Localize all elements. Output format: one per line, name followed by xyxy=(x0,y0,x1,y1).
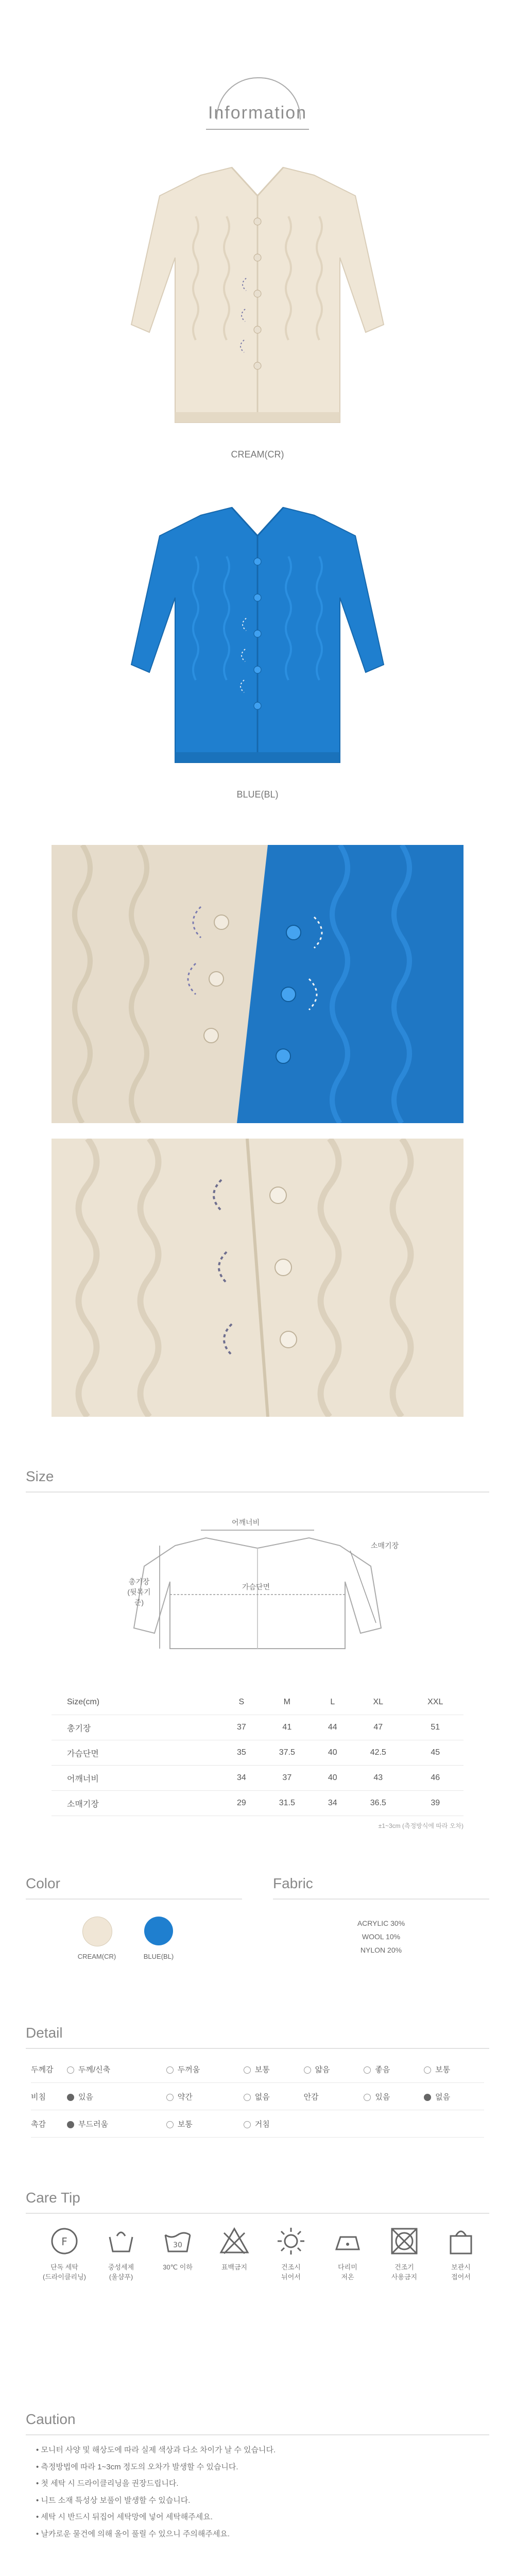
care-item xyxy=(41,2226,88,2281)
radio-icon xyxy=(166,2094,174,2101)
size-label-chest: 가슴단면 xyxy=(242,1583,270,1591)
care-text: 보관시 접어서 xyxy=(451,2263,471,2281)
cream-cardigan-image xyxy=(124,155,391,443)
fabric-item: NYLON 20% xyxy=(360,1946,402,1954)
table-cell: 37.5 xyxy=(258,1740,316,1766)
care-item xyxy=(268,2226,314,2281)
table-cell: 34 xyxy=(316,1791,349,1816)
color-rule xyxy=(26,1899,242,1900)
table-cell: 31.5 xyxy=(258,1791,316,1816)
radio-icon xyxy=(67,2121,74,2128)
color-title: Color xyxy=(26,1875,60,1891)
radio-icon xyxy=(304,2066,311,2074)
svg-text:F: F xyxy=(61,2235,67,2248)
table-cell: 소매기장 xyxy=(52,1791,225,1816)
radio-icon xyxy=(364,2066,371,2074)
no-tumble-icon xyxy=(389,2226,420,2257)
table-cell: 42.5 xyxy=(349,1740,407,1766)
table-cell: 36.5 xyxy=(349,1791,407,1816)
hand-wash-icon xyxy=(106,2226,136,2257)
care-text: 다리미 저온 xyxy=(338,2263,357,2281)
detail-option[interactable] xyxy=(67,2110,166,2138)
care-item xyxy=(324,2226,371,2281)
swatch-blue[interactable] xyxy=(144,1917,173,1945)
detail-option[interactable] xyxy=(304,2056,364,2083)
care-rule xyxy=(26,2213,489,2214)
size-header-cell: S xyxy=(225,1690,258,1715)
detail-rule xyxy=(26,2048,489,2049)
iron-icon xyxy=(332,2226,363,2257)
caution-line: • 첫 세탁 시 드라이클리닝을 권장드립니다. xyxy=(36,2479,179,2488)
size-header-cell: Size(cm) xyxy=(52,1690,225,1715)
detail-option xyxy=(364,2110,424,2138)
sun-dry-icon xyxy=(276,2226,306,2257)
size-table xyxy=(52,1690,464,1816)
table-row xyxy=(31,2056,484,2083)
detail-row-label: 비침 xyxy=(31,2083,67,2110)
caution-line: • 날카로운 물건에 의해 올이 풀릴 수 있으니 주의해주세요. xyxy=(36,2529,230,2538)
care-title: Care Tip xyxy=(26,2190,80,2206)
information-underline xyxy=(206,129,309,130)
care-text: 건조기 사용금지 xyxy=(391,2263,418,2281)
table-row xyxy=(31,2083,484,2110)
table-cell: 47 xyxy=(349,1715,407,1740)
detail-option xyxy=(304,2110,364,2138)
radio-icon xyxy=(67,2066,74,2074)
care-item xyxy=(381,2226,427,2281)
bag-icon xyxy=(445,2226,476,2257)
table-cell: 34 xyxy=(225,1766,258,1791)
detail-option-text: 부드러움 xyxy=(78,2120,108,2129)
table-row xyxy=(52,1791,464,1816)
size-note: ±1~3cm (측정방식에 따라 오차) xyxy=(378,1822,464,1829)
size-label-sleeve: 소매기장 xyxy=(371,1541,399,1550)
fabric-item: WOOL 10% xyxy=(362,1933,401,1941)
size-label-shoulder: 어깨너비 xyxy=(232,1518,260,1527)
size-table-header xyxy=(52,1690,464,1715)
detail-option-text: 얇음 xyxy=(315,2065,330,2074)
caution-list xyxy=(36,2445,479,2545)
detail-option[interactable] xyxy=(304,2083,364,2110)
table-row xyxy=(52,1740,464,1766)
fabric-item: ACRYLIC 30% xyxy=(357,1919,405,1927)
detail-option[interactable] xyxy=(364,2083,424,2110)
detail-option-text: 보통 xyxy=(435,2065,451,2074)
detail-option-text: 거침 xyxy=(254,2120,270,2129)
table-cell: 46 xyxy=(407,1766,464,1791)
size-title: Size xyxy=(26,1468,54,1484)
size-header-cell: M xyxy=(258,1690,316,1715)
radio-icon xyxy=(166,2121,174,2128)
detail-option-text: 두꺼움 xyxy=(177,2065,200,2074)
blue-caption: BLUE(BL) xyxy=(236,789,279,800)
table-row xyxy=(52,1766,464,1791)
table-cell: 40 xyxy=(316,1766,349,1791)
radio-icon xyxy=(424,2094,431,2101)
detail-option-text: 없음 xyxy=(435,2092,451,2102)
table-cell: 37 xyxy=(258,1766,316,1791)
size-rule xyxy=(26,1492,489,1493)
table-cell: 총기장 xyxy=(52,1715,225,1740)
detail-option-text: 있음 xyxy=(375,2092,390,2102)
table-cell: 29 xyxy=(225,1791,258,1816)
size-header-cell: XL xyxy=(349,1690,407,1715)
fabric-list xyxy=(273,1917,489,1957)
table-cell: 35 xyxy=(225,1740,258,1766)
detail-option[interactable] xyxy=(67,2056,166,2083)
care-text: 표백금지 xyxy=(221,2263,248,2271)
table-cell: 51 xyxy=(407,1715,464,1740)
detail-option[interactable] xyxy=(67,2083,166,2110)
detail-option-text: 좋음 xyxy=(375,2065,390,2074)
table-cell: 39 xyxy=(407,1791,464,1816)
size-header-cell: XXL xyxy=(407,1690,464,1715)
detail-option-text: 없음 xyxy=(254,2092,270,2102)
table-cell: 40 xyxy=(316,1740,349,1766)
detail-row-label: 촉감 xyxy=(31,2110,67,2138)
table-cell: 45 xyxy=(407,1740,464,1766)
detail-option[interactable] xyxy=(424,2083,484,2110)
detail-option[interactable] xyxy=(244,2110,304,2138)
care-item xyxy=(98,2226,144,2281)
detail-option[interactable] xyxy=(424,2056,484,2083)
size-label-length: 총기장 (뒷목기준) xyxy=(127,1578,151,1606)
radio-icon xyxy=(67,2094,74,2101)
detail-option-text: 보통 xyxy=(254,2065,270,2074)
table-cell: 43 xyxy=(349,1766,407,1791)
table-row xyxy=(52,1715,464,1740)
caution-line: • 니트 소재 특성상 보풀이 발생할 수 있습니다. xyxy=(36,2496,191,2505)
fabric-rule xyxy=(273,1899,489,1900)
care-item xyxy=(154,2226,201,2272)
swatch-blue-label: BLUE(BL) xyxy=(143,1953,174,1960)
care-item xyxy=(211,2226,258,2272)
detail-title: Detail xyxy=(26,2025,63,2041)
care-item xyxy=(438,2226,484,2281)
closeup-photo-2 xyxy=(52,1139,464,1417)
radio-icon xyxy=(244,2066,251,2074)
detail-option[interactable] xyxy=(166,2056,244,2083)
dry-clean-icon xyxy=(49,2226,80,2257)
detail-row-label: 두께감 xyxy=(31,2056,67,2083)
detail-option-text: 두께/신축 xyxy=(78,2065,111,2074)
radio-icon xyxy=(424,2066,431,2074)
table-cell: 41 xyxy=(258,1715,316,1740)
swatch-cream[interactable] xyxy=(82,1917,112,1946)
caution-line: • 세탁 시 반드시 뒤집어 세탁망에 넣어 세탁해주세요. xyxy=(36,2513,213,2521)
table-cell: 어깨너비 xyxy=(52,1766,225,1791)
caution-line: • 측정방법에 따라 1~3cm 정도의 오차가 발생할 수 있습니다. xyxy=(36,2462,238,2471)
care-text: 30℃ 이하 xyxy=(163,2263,193,2271)
care-text: 단독 세탁 (드라이클리닝) xyxy=(42,2263,86,2281)
care-text: 중성세제 (울샴푸) xyxy=(108,2263,134,2281)
radio-icon xyxy=(244,2094,251,2101)
closeup-photo-1 xyxy=(52,845,464,1123)
care-text: 건조시 뉘어서 xyxy=(281,2263,301,2281)
detail-option-text: 보통 xyxy=(177,2120,193,2129)
radio-icon xyxy=(364,2094,371,2101)
svg-text:30: 30 xyxy=(173,2241,182,2249)
fabric-title: Fabric xyxy=(273,1875,313,1891)
detail-option-text: 약간 xyxy=(177,2092,193,2102)
caution-title: Caution xyxy=(26,2411,76,2427)
information-title: Information xyxy=(208,103,307,123)
cream-caption: CREAM(CR) xyxy=(231,449,284,460)
wash-30-icon xyxy=(162,2226,193,2257)
radio-icon xyxy=(244,2121,251,2128)
size-header-cell: L xyxy=(316,1690,349,1715)
detail-option xyxy=(424,2110,484,2138)
detail-option[interactable] xyxy=(244,2083,304,2110)
table-row xyxy=(31,2110,484,2138)
detail-option[interactable] xyxy=(244,2056,304,2083)
blue-cardigan-image xyxy=(124,495,391,783)
table-cell: 37 xyxy=(225,1715,258,1740)
table-cell: 44 xyxy=(316,1715,349,1740)
caution-line: • 모니터 사양 및 해상도에 따라 실제 색상과 다소 차이가 날 수 있습니다. xyxy=(36,2446,276,2454)
detail-option[interactable] xyxy=(166,2110,244,2138)
detail-option[interactable] xyxy=(364,2056,424,2083)
detail-option[interactable] xyxy=(166,2083,244,2110)
caution-rule xyxy=(26,2434,489,2435)
detail-option-text: 있음 xyxy=(78,2092,93,2102)
swatch-cream-label: CREAM(CR) xyxy=(77,1953,116,1960)
detail-table xyxy=(31,2056,484,2138)
detail-option-text: 안감 xyxy=(303,2092,319,2102)
table-cell: 가슴단면 xyxy=(52,1740,225,1766)
radio-icon xyxy=(166,2066,174,2074)
no-bleach-icon xyxy=(219,2226,250,2257)
